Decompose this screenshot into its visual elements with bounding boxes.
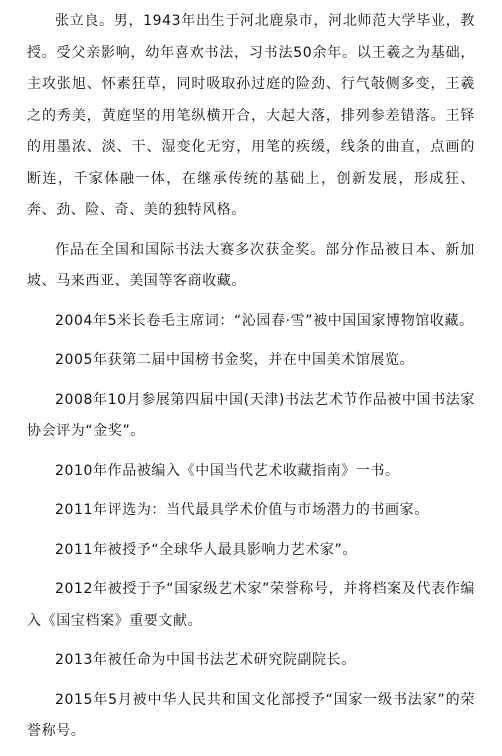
awards-paragraph: 作品在全国和国际书法大赛多次获金奖。部分作品被日本、新加坡、马来西亚、美国等客商收藏。 — [27, 241, 475, 289]
milestone-2011-evaluation: 2011年评选为：当代最具学术价值与市场潜力的书画家。 — [55, 502, 429, 518]
milestone-2012: 2012年被授于予“国家级艺术家”荣誉称号，并将档案及代表作编入《国宝档案》重要文献。 — [27, 581, 475, 629]
milestone-2004: 2004年5米长卷毛主席词：“沁园春·雪”被中国国家博物馆收藏。 — [55, 312, 474, 329]
biography-paragraph: 张立良。男，1943年出生于河北鹿泉市，河北师范大学毕业，教授。受父亲影响，幼年喜欢书法，习书法50余年。以王羲之为基础，主攻张旭、怀素狂草，同时吸取孙过庭的险劲、行气敧侧多变，王羲之的秀美，黄庭坚的用笔纵横开合，大起大落，排列参差错落。王铎的用墨浓、淡、干、湿变化无穷，用笔的疾缓，线条的曲直，点画的断连，千家体融一体，在继承传统的基础上，创新发展，形成狂、奔、劲、险、奇、美的独特风格。 — [27, 13, 475, 218]
milestone-2011-award: 2011年被授予“全球华人最具影响力艺术家”。 — [55, 541, 357, 558]
milestone-2013: 2013年被任命为中国书法艺术研究院副院长。 — [55, 652, 356, 668]
milestone-2008: 2008年10月参展第四届中国(天津)书法艺术节作品被中国书法家协会评为“金奖”。 — [27, 391, 475, 439]
milestone-2010: 2010年作品被编入《中国当代艺术收藏指南》一书。 — [55, 462, 400, 479]
document-body — [27, 6, 475, 756]
milestone-2015: 2015年5月被中华人民共和国文化部授予“国家一级书法家”的荣誉称号。 — [27, 691, 475, 739]
milestone-2005: 2005年获第二届中国榜书金奖，并在中国美术馆展览。 — [55, 352, 415, 368]
